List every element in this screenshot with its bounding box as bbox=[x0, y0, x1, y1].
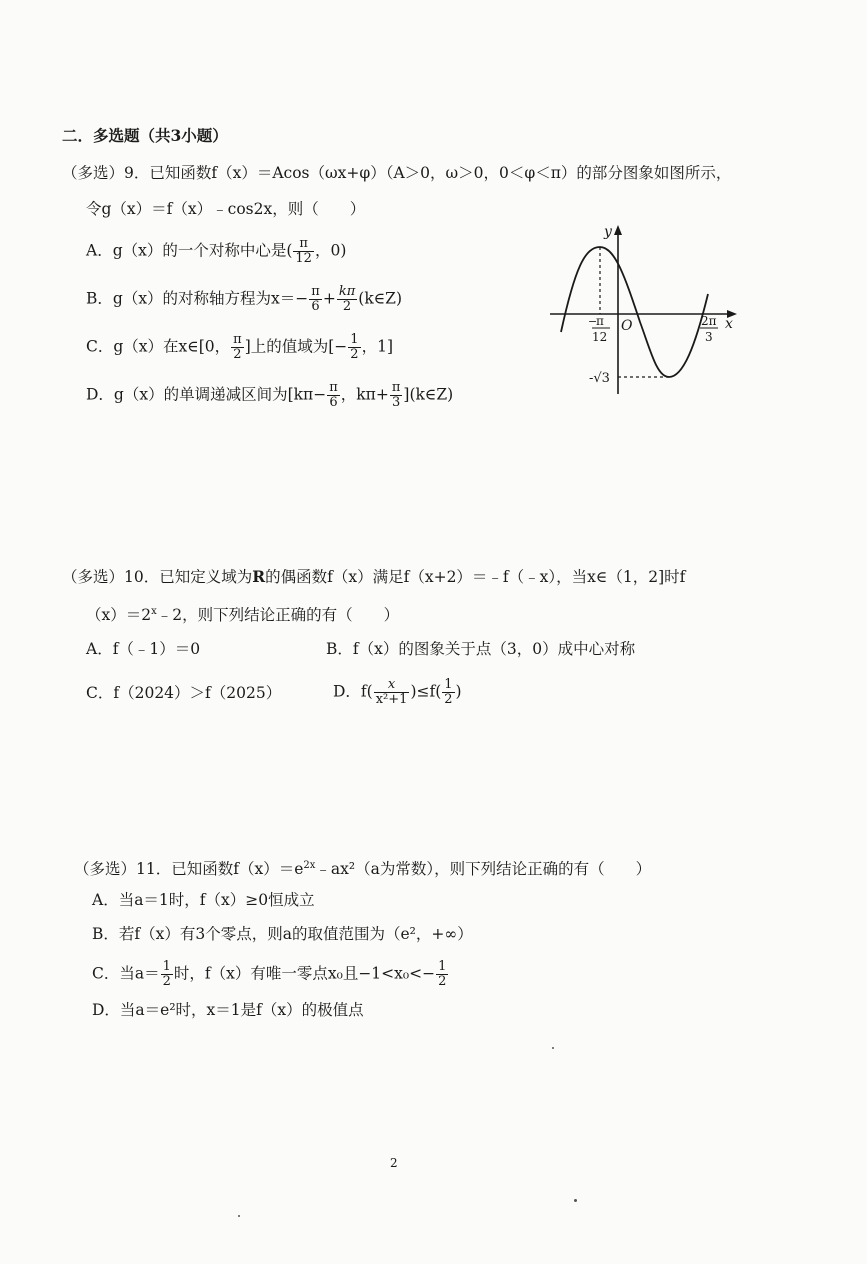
q9-option-a-fraction: $\frac{\pi}{12}$ bbox=[295, 236, 312, 266]
y-axis-label: y bbox=[604, 224, 612, 240]
scan-speck bbox=[238, 1215, 240, 1217]
q10-option-c[interactable]: C．f（2024）＞f（2025） bbox=[86, 684, 282, 702]
tick-left-sign: − bbox=[588, 315, 598, 328]
q11-option-b[interactable]: B．若f（x）有3个零点，则a的取值范围为（e²，+∞） bbox=[92, 925, 473, 943]
q9-option-a-text: A．g（x）的一个对称中心是( bbox=[86, 241, 293, 260]
tick-right-numerator: 2π bbox=[701, 314, 717, 328]
q9-option-b[interactable]: B．g（x）的对称轴方程为x＝− $\frac{\pi}{6}$ + $\frac{k\pi}{2}$ (k∈Z) bbox=[86, 284, 402, 314]
q11-option-a[interactable]: A．当a＝1时，f（x）≥0恒成立 bbox=[92, 891, 315, 909]
q10-real-set: R bbox=[252, 567, 266, 586]
y-axis-arrow-icon bbox=[614, 225, 622, 235]
q10-option-a[interactable]: A．f（﹣1）＝0 bbox=[86, 640, 201, 658]
q9-option-c-text: C．g（x）在x∈[0， bbox=[86, 337, 231, 356]
q11-stem: （多选）11．已知函数$f(x)=e^{2x}﹣ax^2(a$为常数），则下列结论正确的有（ ） bbox=[74, 860, 652, 879]
scan-speck bbox=[574, 1199, 577, 1202]
tick-left-denominator: 12 bbox=[592, 330, 608, 344]
tick-left-numerator: π bbox=[596, 314, 604, 328]
q11-option-d[interactable]: D．当a＝e²时，x＝1是f（x）的极值点 bbox=[92, 1001, 364, 1019]
x-axis-label: x bbox=[725, 316, 733, 332]
q9-option-c[interactable]: C．g（x）在x∈[0， $\frac{\pi}{2}$ ]上的值域为[− $\frac{1}{2}$ ，1] bbox=[86, 332, 393, 362]
q9-cosine-graph bbox=[545, 222, 745, 400]
q10-stem: （多选）10．已知定义域为R的偶函数f（x）满足f（x+2）＝﹣f（﹣x），当x∈（1，2]时f bbox=[62, 567, 686, 586]
tick-right-denominator: 3 bbox=[705, 330, 713, 344]
q9-stem: （多选）9．已知函数f（x）＝Acos（ωx+φ）（A＞0，ω＞0，0＜φ＜π）的部分图象如图所示， bbox=[62, 164, 732, 182]
q9-option-a[interactable]: A．g（x）的一个对称中心是( $\frac{\pi}{12}$ ，0) bbox=[86, 236, 347, 266]
q9-option-d[interactable]: D．g（x）的单调递减区间为[kπ− $\frac{\pi}{6}$ ，kπ+ $\frac{\pi}{3}$ ](k∈Z) bbox=[86, 380, 454, 410]
min-value-label: -√3 bbox=[589, 371, 610, 386]
q10-stem-2: $(x)=2^x﹣2$，则下列结论正确的有（ ） bbox=[86, 606, 400, 625]
q10-option-d[interactable]: D．f( $\frac{x}{\text{x²+1}}$ )≤f( $\frac{1}{2}$ ) bbox=[333, 677, 462, 707]
cosine-curve bbox=[561, 247, 708, 377]
q9-option-b-text: B．g（x）的对称轴方程为x＝− bbox=[86, 289, 309, 308]
q9-stem-2: 令g（x）＝f（x）﹣cos2x，则（ ） bbox=[86, 200, 366, 218]
scan-speck bbox=[552, 1047, 554, 1049]
q11-option-c[interactable]: C．当a＝ $\frac{1}{2}$ 时，f（x）有唯一零点x₀且−1<x₀<− $\frac{1}{2}$ bbox=[92, 959, 447, 989]
section-heading: 二．多选题（共3小题） bbox=[62, 126, 228, 145]
page-number: 2 bbox=[390, 1156, 398, 1170]
q9-option-d-text: D．g（x）的单调递减区间为[kπ− bbox=[86, 385, 327, 404]
q10-option-b[interactable]: B．f（x）的图象关于点（3，0）成中心对称 bbox=[326, 640, 636, 658]
origin-label: O bbox=[621, 318, 633, 334]
